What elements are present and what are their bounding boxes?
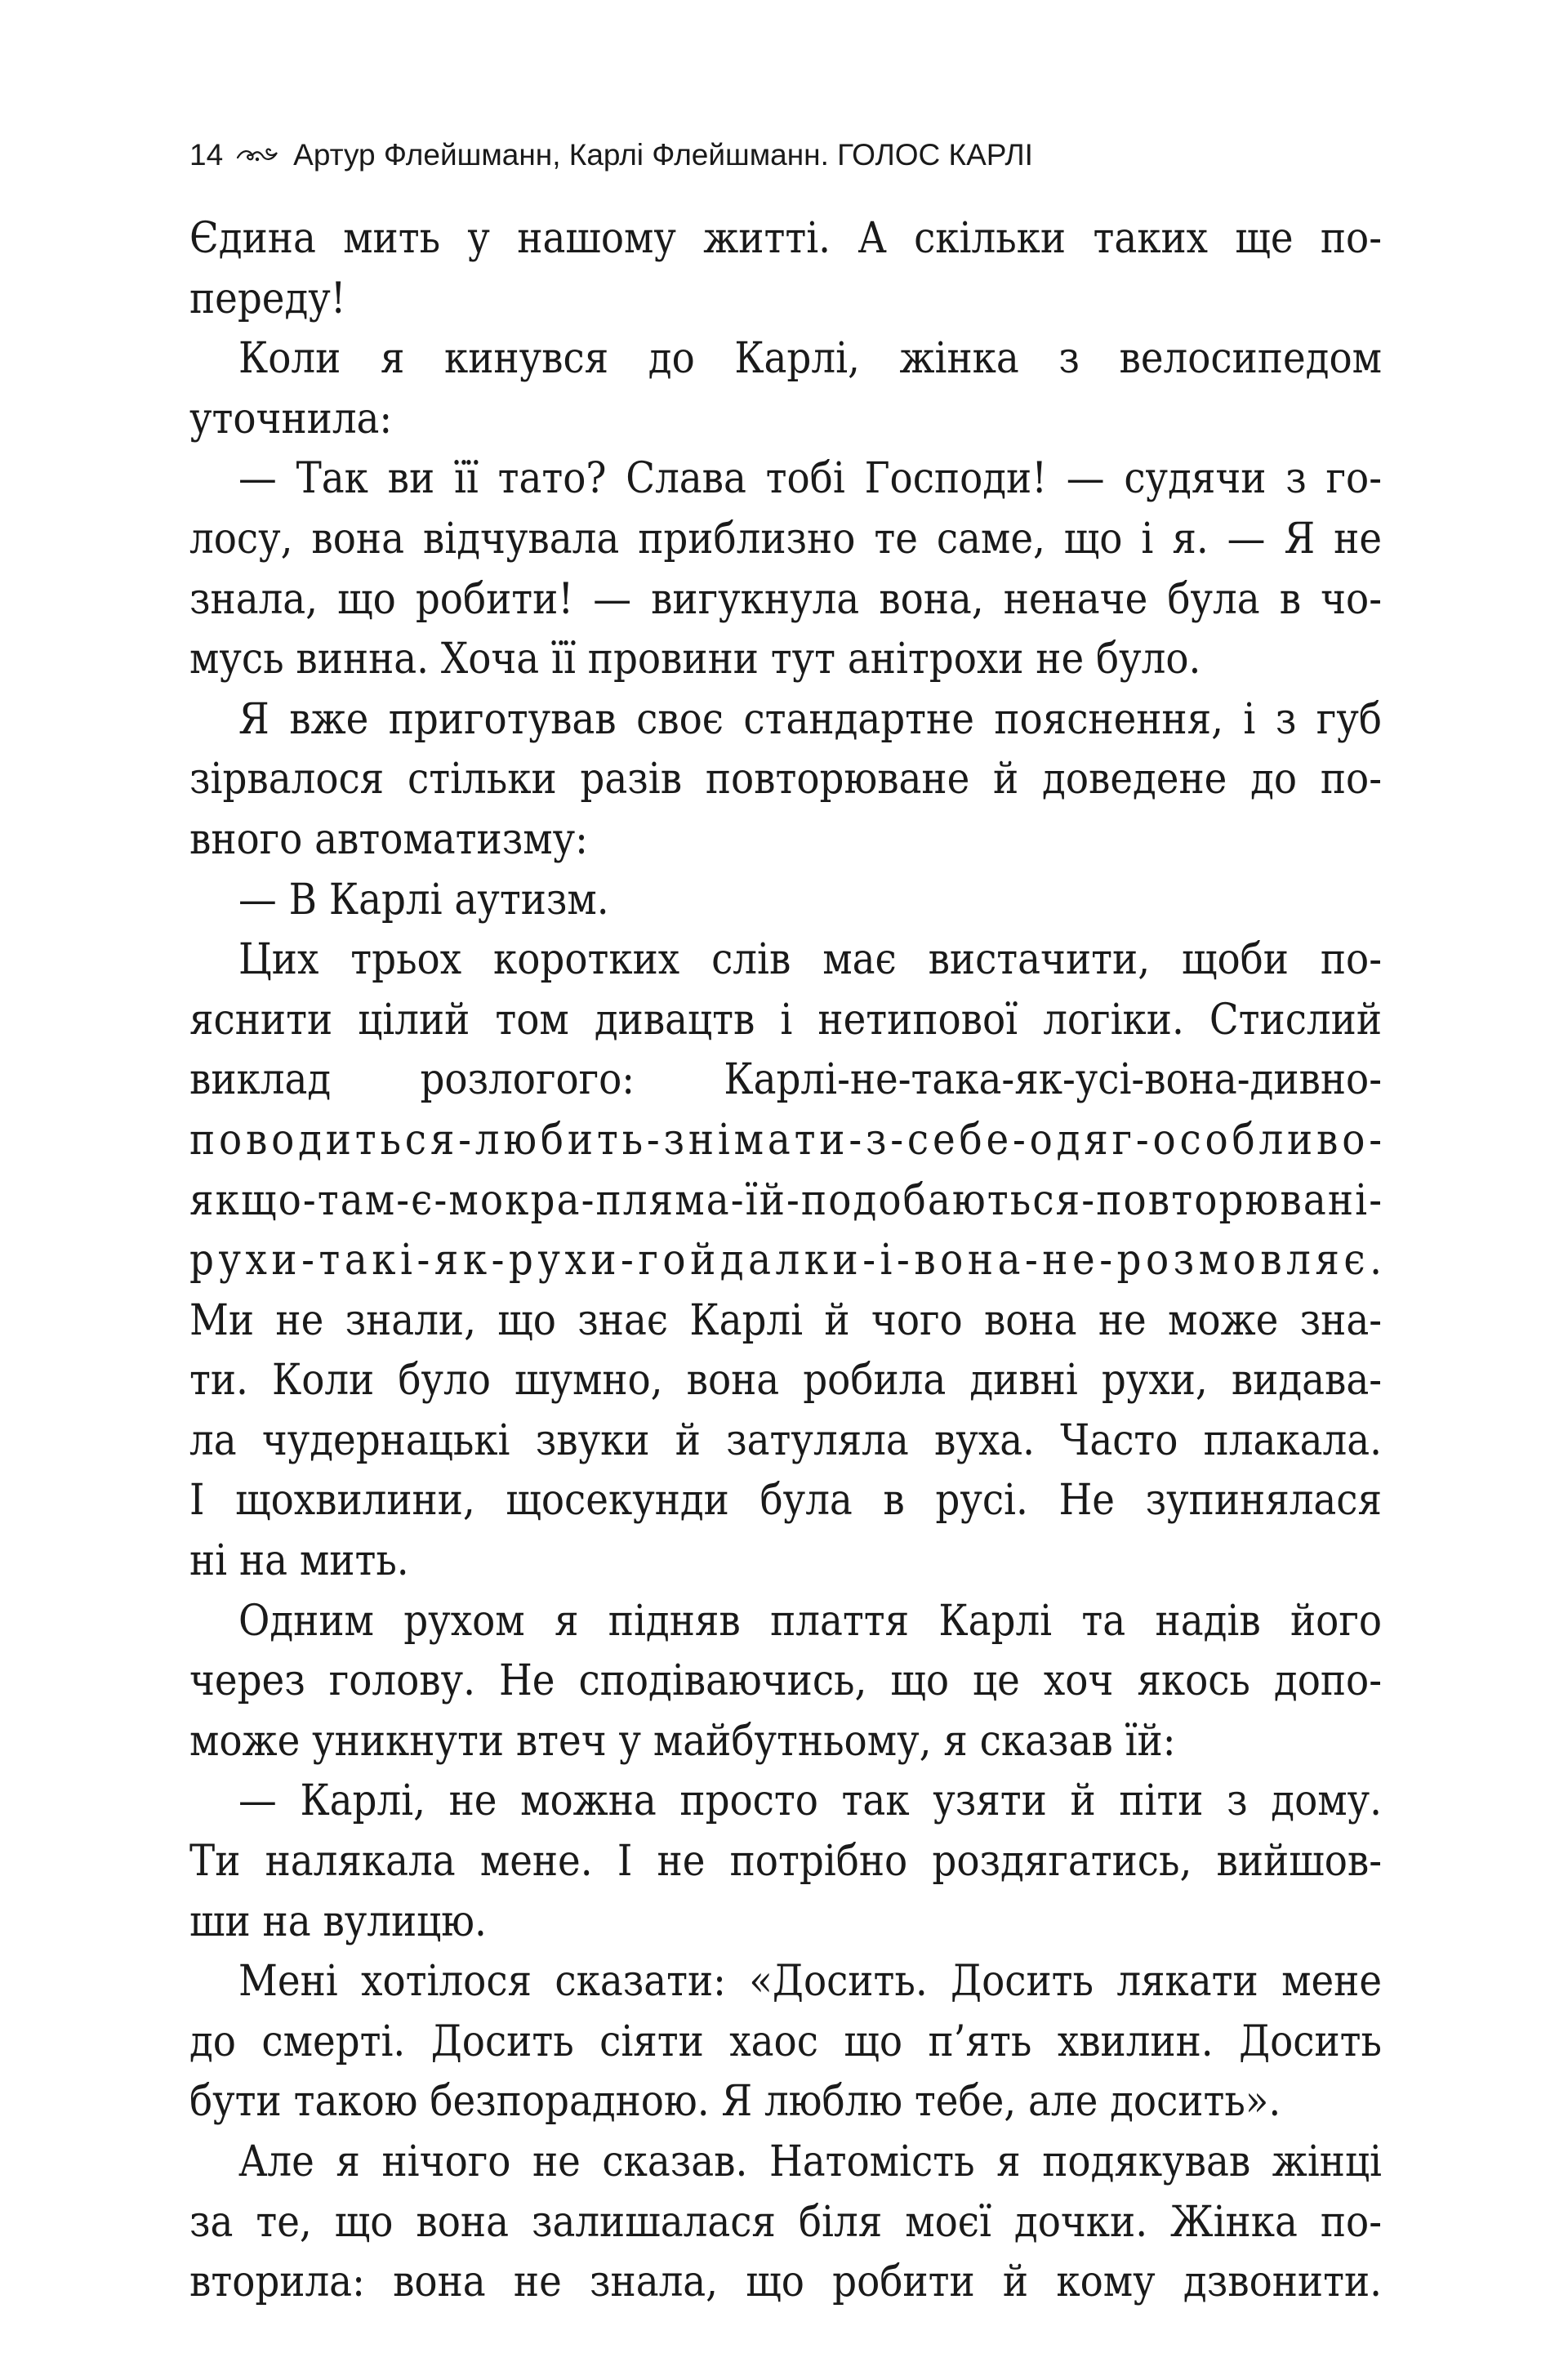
text-line: якщо-там-є-мокра-пляма-їй-подобаються-повторювані- <box>189 1175 1384 1225</box>
text-line: лосу, вона відчувала приблизно те саме, що і я. — Я не <box>189 514 1382 564</box>
text-line: мусь винна. Хоча її провини тут анітрохи не було. <box>189 635 1201 684</box>
text-line: І щохвилини, щосекунди була в русі. Не зупинялася <box>189 1476 1382 1526</box>
running-head <box>189 131 1382 180</box>
text-line: знала, що робити! — вигукнула вона, неначе була в чо- <box>189 574 1382 624</box>
text-line: рухи-такі-як-рухи-гойдалки-і-вона-не-розмовляє. <box>189 1236 1387 1286</box>
text-line: Я вже приготував своє стандартне пояснення, і з губ <box>238 694 1382 744</box>
text-line: Цих трьох коротких слів має вистачити, щоби по- <box>238 935 1382 985</box>
text-line: зірвалося стільки разів повторюване й доведене до по- <box>189 755 1382 804</box>
text-line: ні на мить. <box>189 1536 409 1586</box>
text-line: Ми не знали, що знає Карлі й чого вона не може зна- <box>189 1295 1382 1345</box>
text-line: уточнила: <box>189 394 393 443</box>
text-line: Одним рухом я підняв плаття Карлі та надів його <box>238 1596 1382 1646</box>
text-line: Єдина мить у нашому житті. А скільки таких ще по- <box>189 214 1382 263</box>
text-line: ла чудернацькі звуки й затуляла вуха. Часто плакала. <box>189 1415 1382 1465</box>
text-line: ши на вулицю. <box>189 1896 487 1946</box>
text-line: поводиться-любить-знімати-з-себе-одяг-особливо- <box>189 1115 1386 1165</box>
body-text <box>189 209 1387 2313</box>
text-line: через голову. Не сподіваючись, що це хоч якось допо- <box>189 1656 1382 1706</box>
fleuron-ornament-icon <box>234 143 280 167</box>
text-line: Але я нічого не сказав. Натомість я подякував жінці <box>238 2137 1382 2186</box>
text-line: бути такою безпорадною. Я люблю тебе, але досить». <box>189 2077 1281 2127</box>
text-line: Мені хотілося сказати: «Досить. Досить лякати мене <box>238 1957 1382 2007</box>
text-line: — Так ви її тато? Слава тобі Господи! — судячи з го- <box>238 454 1382 504</box>
text-line: до смерті. Досить сіяти хаос що п’ять хвилин. Досить <box>189 2017 1382 2066</box>
running-head-title: Артур Флейшманн, Карлі Флейшманн. ГОЛОС КАРЛІ <box>293 138 1033 172</box>
text-line: Ти налякала мене. І не потрібно роздягатись, вийшов- <box>189 1837 1382 1887</box>
text-line: може уникнути втеч у майбутньому, я сказав їй: <box>189 1716 1176 1766</box>
text-line: — В Карлі аутизм. <box>238 875 609 925</box>
text-line: — Карлі, не можна просто так узяти й піти з дому. <box>238 1776 1382 1826</box>
text-line: яснити цілий том дивацтв і нетипової логіки. Стислий <box>189 995 1382 1045</box>
text-line: Коли я кинувся до Карлі, жінка з велосипедом <box>238 334 1382 384</box>
page-number: 14 <box>189 138 224 172</box>
text-line: вторила: вона не знала, що робити й кому дзвонити. <box>189 2257 1382 2307</box>
text-line: ти. Коли було шумно, вона робила дивні рухи, видава- <box>189 1356 1382 1406</box>
text-line: вного автоматизму: <box>189 814 588 864</box>
text-line: за те, що вона залишалася біля моєї дочки. Жінка по- <box>189 2197 1382 2247</box>
text-line: виклад розлогого: Карлі-не-така-як-усі-вона-дивно- <box>189 1055 1382 1105</box>
text-line: переду! <box>189 274 346 323</box>
